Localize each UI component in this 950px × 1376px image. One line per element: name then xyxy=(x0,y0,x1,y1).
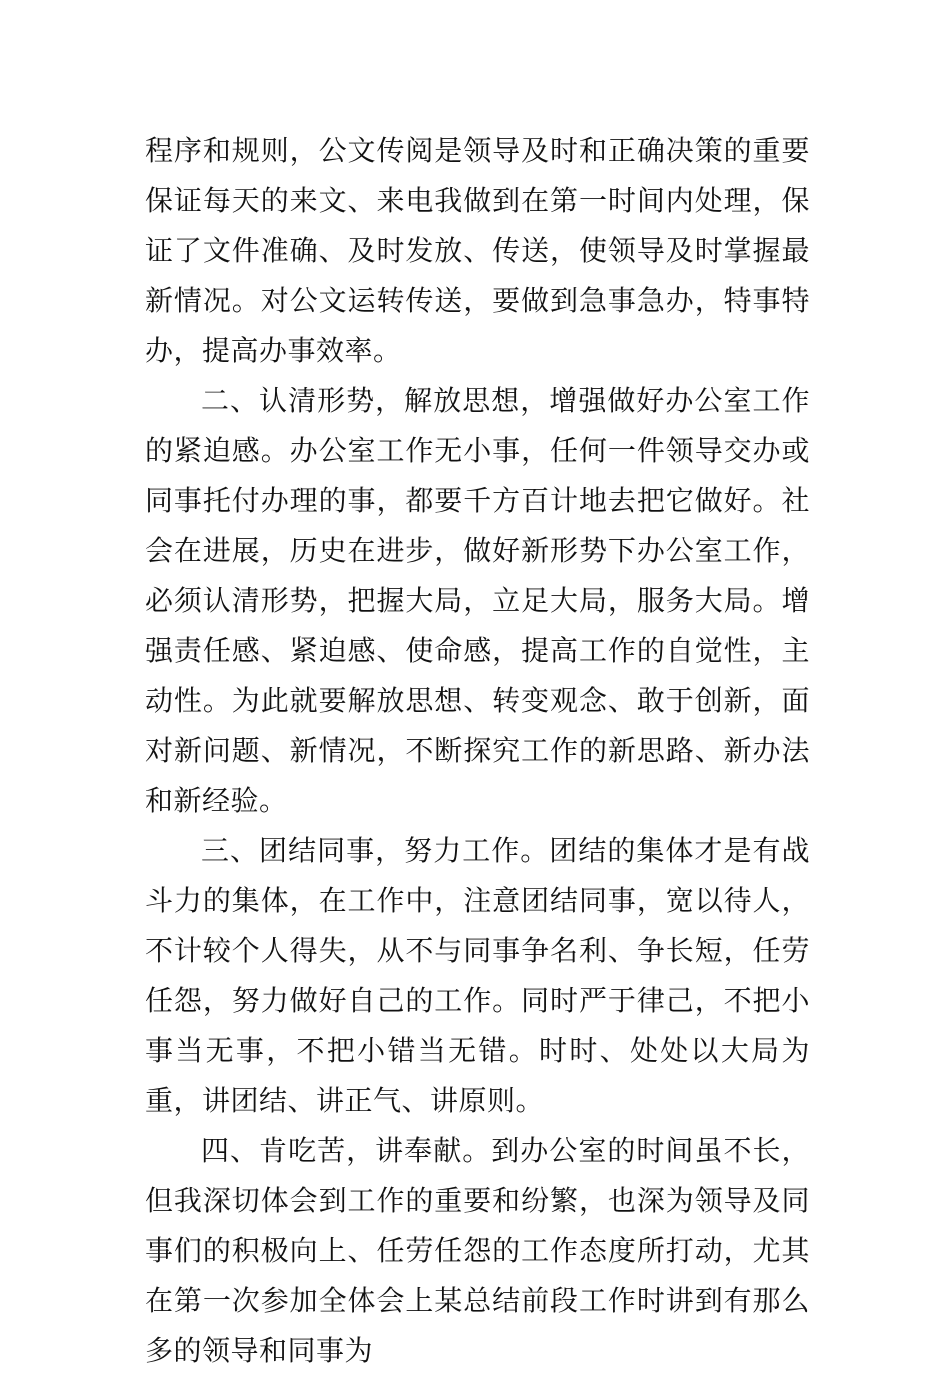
paragraph-procedures: 程序和规则，公文传阅是领导及时和正确决策的重要保证每天的来文、来电我做到在第一时间内处理，保证了文件准确、及时发放、传送，使领导及时掌握最新情况。对公文运转传送，要做到急事急办，特事特办，提高办事效率。 xyxy=(145,134,810,367)
document-body xyxy=(145,126,810,1376)
paragraph-section-two: 二、认清形势，解放思想，增强做好办公室工作的紧迫感。办公室工作无小事，任何一件领导交办或同事托付办理的事，都要千方百计地去把它做好。社会在进展，历史在进步，做好新形势下办公室工作，必须认清形势，把握大局，立足大局，服务大局。增强责任感、紧迫感、使命感，提高工作的自觉性，主动性。为此就要解放思想、转变观念、敢于创新，面对新问题、新情况，不断探究工作的新思路、新办法和新经验。 xyxy=(145,384,810,817)
paragraph-section-three: 三、团结同事，努力工作。团结的集体才是有战斗力的集体，在工作中，注意团结同事，宽以待人，不计较个人得失，从不与同事争名利、争长短，任劳任怨，努力做好自己的工作。同时严于律己，不把小事当无事，不把小错当无错。时时、处处以大局为重，讲团结、讲正气、讲原则。 xyxy=(145,834,810,1117)
paragraph-section-four: 四、肯吃苦，讲奉献。到办公室的时间虽不长，但我深切体会到工作的重要和纷繁，也深为领导及同事们的积极向上、任劳任怨的工作态度所打动，尤其在第一次参加全体会上某总结前段工作时讲到有那么多的领导和同事为 xyxy=(145,1134,810,1367)
